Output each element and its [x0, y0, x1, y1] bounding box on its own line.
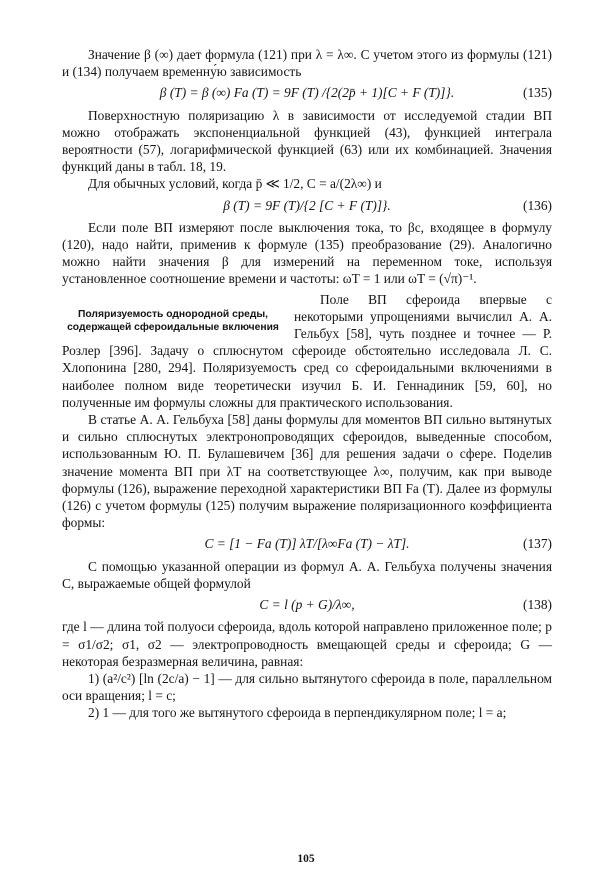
- formula-138-body: C = l (p + G)/λ∞,: [259, 597, 355, 613]
- paragraph-gelbukh-article: В статье А. А. Гельбуха [58] даны формулы для моментов ВП сильно вытянутых и сильно сплюснутых электронопроводящих сфероидов, выведенные способом, использованным Ю. П. Булашевичем [36] для решения задачи о сфере. Поделив значение момента ВП при λT на соответствующее λ∞, получим, как при выводе формулы (126), выражение переходной характеристики ВП Fa (T). Далее из формулы (126) с учетом формулы (125) получим выражение поляризационного коэффициента формы:: [62, 412, 552, 531]
- paragraph-general-formula: С помощью указанной операции из формул А. А. Гельбуха получены значения C, выражаемые общей формулой: [62, 558, 552, 591]
- page-number: 105: [297, 853, 315, 865]
- equation-number-136: (136): [522, 197, 552, 213]
- paragraph-field-after-switch-off: Если поле ВП измеряют после выключения тока, то βc, входящее в формулу (120), надо найти, применив к формуле (135) преобразование (29). Аналогично можно найти значения β для измерений на переменном токе, используя установленное соотношение времени и частоты: ωT = 1 или ωT = (√π)⁻¹.: [62, 219, 552, 287]
- formula-135: [62, 84, 552, 101]
- list-item-1: 1) (a²/c²) [ln (2c/a) − 1] — для сильно вытянутого сфероида в поле, параллельном оси вращения; l = c;: [62, 670, 552, 704]
- paragraph-spheroid-history: Поле ВП сфероида впервые с некоторыми упрощениями вычислил А. А. Гельбух [58], чуть позднее и точнее — Р. Розлер [396]. Задачу о сплюснутом сфероиде обстоятельно исследовала Л. С. Хлопонина [280, 294]. Поляризуемость сред со сфероидальными включениями в наиболее полном виде теоретически изучил Б. И. Геннадиник [59, 60], но полученные им формулы сложны для практического использования.: [62, 291, 552, 410]
- formula-136-body: β (T) = 9F (T)/{2 [C + F (T)]}.: [223, 197, 391, 213]
- paragraph-where-l: где l — длина той полуоси сфероида, вдоль которой направлено приложенное поле; p = σ1/σ2; σ1, σ2 — электропроводность вмещающей среды и сфероида; G — некоторая безразмерная величина, равная:: [62, 619, 552, 669]
- equation-number-135: (135): [522, 85, 552, 101]
- formula-137-body: C = [1 − Fa (T)] λT/[λ∞Fa (T) − λT].: [204, 536, 410, 552]
- list-item-2: 2) 1 — для того же вытянутого сфероида в перпендикулярном поле; l = a;: [88, 705, 507, 721]
- section-spheroid: [62, 291, 552, 411]
- equation-number-137: (137): [522, 536, 552, 552]
- formula-137: [62, 535, 552, 552]
- formula-138: [62, 596, 552, 613]
- paragraph-surface-polarization: Поверхностную поляризацию λ в зависимости от исследуемой стадии ВП можно отображать экспоненциальной функцией (43), функцией интеграла вероятности (57), логарифмической функцией (63) или их комбинацией. Значения функций даны в табл. 18, 19.: [62, 107, 552, 175]
- formula-135-body: β (T) = β (∞) Fa (T) = 9F (T) /{2(2p̄ + 1)[C + F (T)]}.: [159, 85, 455, 101]
- side-heading: Поляризуемость однородной среды, содержащей сфероидальные включения: [67, 308, 279, 333]
- text-column: [62, 46, 552, 722]
- paragraph-usual-conditions: Для обычных условий, когда p̄ ≪ 1/2, C = a/(2λ∞) и: [88, 176, 382, 192]
- paragraph-beta-infinity: Значение β (∞) дает формула (121) при λ = λ∞. С учетом этого из формулы (121) и (134) получаем временну́ю зависимость: [62, 47, 552, 80]
- formula-136: [62, 197, 552, 214]
- equation-number-138: (138): [522, 597, 552, 613]
